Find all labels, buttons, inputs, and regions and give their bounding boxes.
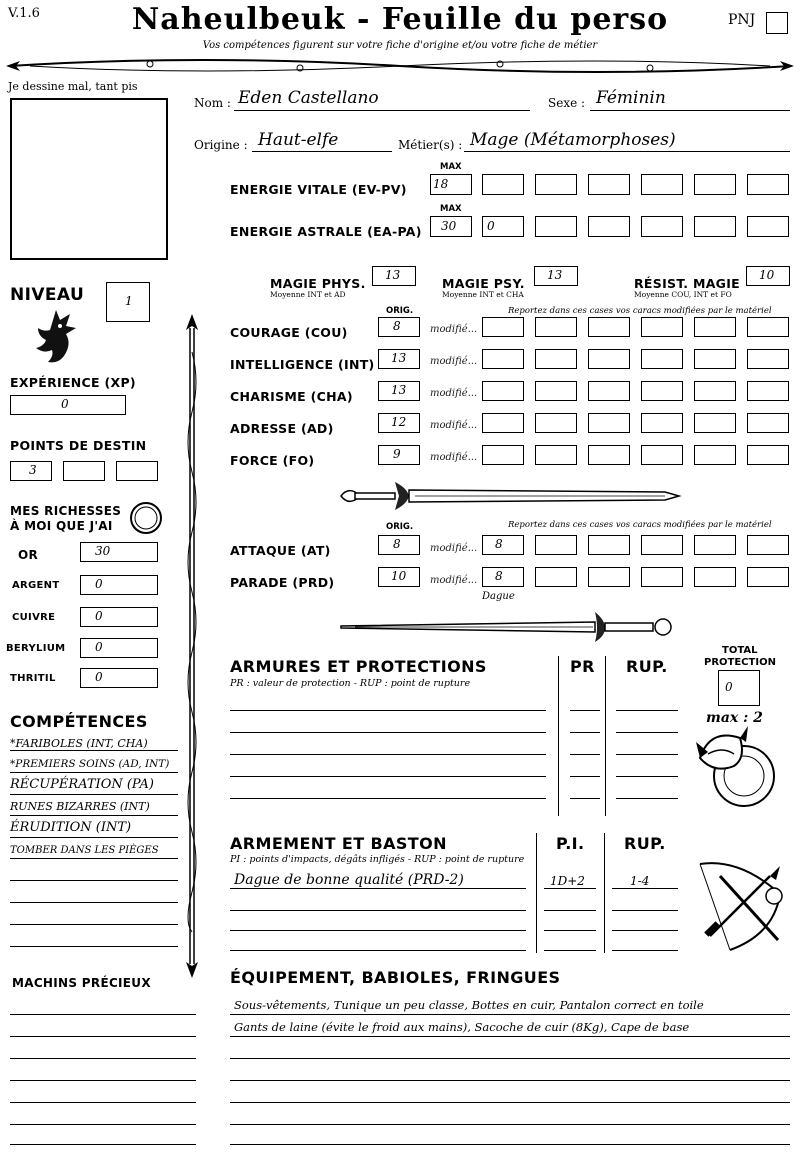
- armures-subtitle: PR : valeur de protection - RUP : point de rupture: [230, 678, 471, 689]
- ev-box-6[interactable]: [747, 174, 789, 195]
- weapon-pi[interactable]: 1D+2: [550, 874, 585, 888]
- destin-label: POINTS DE DESTIN: [10, 438, 147, 453]
- weapons-bow-icon: [690, 856, 790, 952]
- destin-box-1[interactable]: 3: [10, 461, 52, 481]
- version-label: V.1.6: [8, 6, 40, 21]
- stat-orig-box[interactable]: 13: [378, 381, 420, 401]
- ea-label: ENERGIE ASTRALE (EA-PA): [230, 224, 422, 239]
- attaque-orig-box[interactable]: 8: [378, 535, 420, 555]
- stats-orig-label: ORIG.: [386, 306, 414, 316]
- decorative-branch-icon: [0, 52, 800, 80]
- combat-orig-label: ORIG.: [386, 522, 414, 532]
- competence-item[interactable]: *PREMIERS SOINS (AD, INT): [10, 758, 170, 770]
- richesses-label-1: MES RICHESSES: [10, 504, 122, 518]
- nom-label: Nom :: [194, 96, 231, 110]
- sword-icon: [335, 478, 685, 514]
- berylium-label: BERYLIUM: [6, 643, 66, 654]
- thritil-box[interactable]: 0: [80, 668, 158, 688]
- pnj-label: PNJ: [728, 12, 756, 28]
- sexe-field[interactable]: Féminin: [596, 88, 666, 108]
- weapon-note: Dague: [482, 591, 515, 602]
- ev-box-3[interactable]: [588, 174, 630, 195]
- armement-col-rup: RUP.: [624, 834, 666, 853]
- ea-box-4[interactable]: [641, 216, 683, 237]
- parade-mod-box[interactable]: 8: [482, 567, 524, 587]
- competence-item[interactable]: RÉCUPÉRATION (PA): [10, 777, 154, 792]
- cuivre-label: CUIVRE: [12, 612, 56, 623]
- xp-box[interactable]: 0: [10, 395, 126, 415]
- combat-note: Reportez dans ces cases vos caracs modifiées par le matériel: [508, 520, 772, 530]
- equipement-title: ÉQUIPEMENT, BABIOLES, FRINGUES: [230, 968, 561, 987]
- competences-label: COMPÉTENCES: [10, 712, 148, 731]
- destin-box-2[interactable]: [63, 461, 105, 481]
- armement-subtitle: PI : points d'impacts, dégâts infligés - RUP : point de rupture: [230, 854, 525, 865]
- total-protection-label-2: PROTECTION: [704, 657, 776, 668]
- ev-box-1[interactable]: [482, 174, 524, 195]
- total-protection-box[interactable]: 0: [718, 670, 760, 706]
- stat-orig-box[interactable]: 13: [378, 349, 420, 369]
- xp-label: EXPÉRIENCE (XP): [10, 375, 136, 390]
- magie-phys-note: Moyenne INT et AD: [270, 290, 346, 299]
- destin-box-3[interactable]: [116, 461, 158, 481]
- armures-col-rup: RUP.: [626, 657, 668, 676]
- argent-box[interactable]: 0: [80, 575, 158, 595]
- helmet-shield-icon: [694, 724, 784, 810]
- competence-item[interactable]: RUNES BIZARRES (INT): [10, 800, 150, 813]
- ev-box-4[interactable]: [641, 174, 683, 195]
- weapon-rup[interactable]: 1-4: [630, 874, 650, 888]
- ea-box-3[interactable]: [588, 216, 630, 237]
- berylium-box[interactable]: 0: [80, 638, 158, 658]
- sexe-label: Sexe :: [548, 96, 586, 110]
- competence-item[interactable]: TOMBER DANS LES PIÈGES: [10, 845, 159, 856]
- magie-phys-box[interactable]: 13: [372, 266, 416, 286]
- armement-title: ARMEMENT ET BASTON: [230, 834, 447, 853]
- resist-magie-box[interactable]: 10: [746, 266, 790, 286]
- ev-box-2[interactable]: [535, 174, 577, 195]
- armures-title: ARMURES ET PROTECTIONS: [230, 657, 487, 676]
- portrait-box[interactable]: [10, 98, 168, 260]
- attaque-mod-box[interactable]: 8: [482, 535, 524, 555]
- or-label: OR: [18, 548, 39, 562]
- armures-col-pr: PR: [570, 657, 595, 676]
- metier-field[interactable]: Mage (Métamorphoses): [470, 130, 676, 150]
- sword-icon: [335, 606, 685, 642]
- machins-label: MACHINS PRÉCIEUX: [12, 976, 151, 990]
- resist-magie-label: RÉSIST. MAGIE: [634, 276, 741, 291]
- armement-col-pi: P.I.: [556, 834, 585, 853]
- argent-label: ARGENT: [12, 580, 60, 591]
- metier-label: Métier(s) :: [398, 138, 463, 152]
- ev-box-5[interactable]: [694, 174, 736, 195]
- magie-psy-box[interactable]: 13: [534, 266, 578, 286]
- ea-max-label: MAX: [440, 204, 462, 214]
- staff-icon: [180, 312, 204, 980]
- pnj-checkbox[interactable]: [766, 12, 788, 34]
- ea-box-2[interactable]: [535, 216, 577, 237]
- magie-psy-label: MAGIE PSY.: [442, 276, 525, 291]
- ev-label: ENERGIE VITALE (EV-PV): [230, 182, 407, 197]
- coin-icon: [128, 500, 164, 536]
- parade-orig-box[interactable]: 10: [378, 567, 420, 587]
- competence-item[interactable]: *FARIBOLES (INT, CHA): [10, 737, 148, 750]
- sheet-title: Naheulbeuk - Feuille du perso: [131, 2, 669, 37]
- ea-box-5[interactable]: [694, 216, 736, 237]
- ea-box-6[interactable]: [747, 216, 789, 237]
- weapon-name[interactable]: Dague de bonne qualité (PRD-2): [234, 872, 464, 888]
- niveau-box[interactable]: 1: [106, 282, 150, 322]
- ev-max-box[interactable]: 18: [430, 174, 472, 195]
- competence-item[interactable]: ÉRUDITION (INT): [10, 820, 132, 835]
- max-protection-label: max : 2: [706, 710, 763, 726]
- equipement-line-2[interactable]: Gants de laine (évite le froid aux mains), Sacoche de cuir (8Kg), Cape de base: [234, 1020, 690, 1034]
- origine-label: Origine :: [194, 138, 248, 152]
- ea-box-1[interactable]: 0: [482, 216, 524, 237]
- total-protection-label-1: TOTAL: [722, 645, 758, 656]
- sheet-subtitle: Vos compétences figurent sur votre fiche d'origine et/ou votre fiche de métier: [202, 40, 598, 51]
- resist-magie-note: Moyenne COU, INT et FO: [634, 290, 732, 299]
- ev-max-label: MAX: [440, 162, 462, 172]
- cuivre-box[interactable]: 0: [80, 607, 158, 627]
- stat-orig-box[interactable]: 8: [378, 317, 420, 337]
- ea-max-box[interactable]: 30: [430, 216, 472, 237]
- origine-field[interactable]: Haut-elfe: [258, 130, 339, 150]
- richesses-label-2: À MOI QUE J'AI: [10, 519, 113, 533]
- magie-phys-label: MAGIE PHYS.: [270, 276, 366, 291]
- dragon-icon: [30, 306, 82, 364]
- stat-orig-box[interactable]: 9: [378, 445, 420, 465]
- stats-note: Reportez dans ces cases vos caracs modifiées par le matériel: [508, 306, 772, 316]
- magie-psy-note: Moyenne INT et CHA: [442, 290, 524, 299]
- or-box[interactable]: 30: [80, 542, 158, 562]
- niveau-label: NIVEAU: [10, 285, 85, 305]
- equipement-line-1[interactable]: Sous-vêtements, Tunique un peu classe, Bottes en cuir, Pantalon correct en toile: [234, 998, 704, 1012]
- stat-orig-box[interactable]: 12: [378, 413, 420, 433]
- portrait-caption: Je dessine mal, tant pis: [8, 80, 138, 93]
- nom-field[interactable]: Eden Castellano: [238, 88, 379, 108]
- thritil-label: THRITIL: [10, 673, 56, 684]
